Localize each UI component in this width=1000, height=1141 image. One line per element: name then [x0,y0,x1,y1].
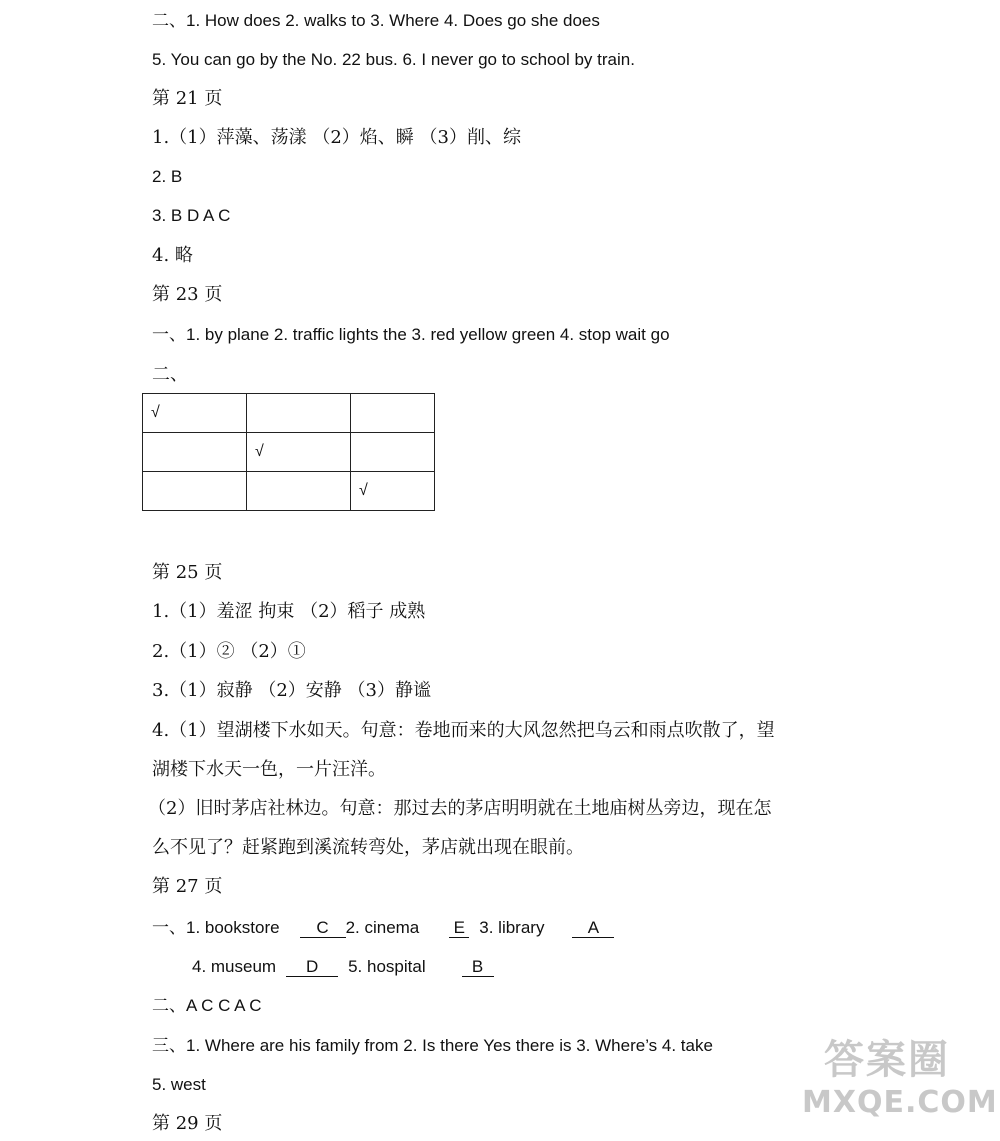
page-heading-21: 第 21 页 [152,88,223,109]
page-heading-29: 第 29 页 [152,1113,223,1134]
matching-item-library: 3. library [479,918,545,937]
table-cell [247,394,351,433]
line-p27-part3-cont: 5. west [152,1075,206,1094]
matching-item-museum: 4. museum [192,957,277,976]
table-row [143,433,435,472]
line-p21-q2: 2. B [152,167,183,186]
line-p21-q4: 4. 略 [152,245,193,266]
table-cell [351,394,435,433]
matching-row-1 [152,917,614,939]
line-p25-q1: 1.（1）羞涩 拘束 （2）稻子 成熟 [152,601,426,622]
page-heading-27: 第 27 页 [152,876,223,897]
matching-item-bookstore: 一、1. bookstore [152,918,280,937]
table-cell [247,472,351,511]
answer-blank: D [286,958,338,977]
table-cell [351,433,435,472]
line-p21-q1: 1.（1）萍藻、荡漾 （2）焰、瞬 （3）削、综 [152,127,521,148]
answer-blank: E [449,919,469,938]
table-cell [143,433,247,472]
line-p21-q3: 3. B D A C [152,206,231,225]
line-p25-q4-c: （2）旧时茅店社林边。句意：那过去的茅店明明就在土地庙树丛旁边，现在怎 [148,798,772,819]
watermark-bottom-text: MXQE.COM [802,1085,998,1120]
watermark-top-text: 答案圈 [824,1037,950,1083]
line-p25-q4-a: 4.（1）望湖楼下水如天。句意：卷地而来的大风忽然把乌云和雨点吹散了，望 [152,720,775,741]
line-p25-q3: 3.（1）寂静 （2）安静 （3）静谧 [152,680,431,701]
answer-blank: A [572,919,614,938]
line-p19-part2-cont: 5. You can go by the No. 22 bus. 6. I never go to school by train. [152,50,635,69]
matching-item-cinema: 2. cinema [345,918,420,937]
page-heading-25: 第 25 页 [152,562,223,583]
line-p23-part1: 一、1. by plane 2. traffic lights the 3. red yellow green 4. stop wait go [152,325,670,344]
line-p27-part3: 三、1. Where are his family from 2. Is there Yes there is 3. Where’s 4. take [152,1036,713,1055]
table-cell: √ [351,472,435,511]
line-p25-q4-b: 湖楼下水天一色，一片汪洋。 [152,759,386,780]
watermark-logo [802,1035,998,1135]
line-p23-part2-label: 二、 [152,364,188,385]
table-row [143,394,435,433]
answer-blank: C [300,919,346,938]
matching-row-2 [192,956,494,978]
page-heading-23: 第 23 页 [152,284,223,305]
check-table [142,393,435,511]
matching-item-hospital: 5. hospital [348,957,426,976]
table-cell: √ [247,433,351,472]
table-cell [143,472,247,511]
line-p27-part2: 二、A C C A C [152,996,262,1015]
table-cell: √ [143,394,247,433]
line-p25-q2: 2.（1）② （2）① [152,641,306,662]
line-p25-q4-d: 么不见了？赶紧跑到溪流转弯处，茅店就出现在眼前。 [152,837,584,858]
answer-blank: B [462,958,494,977]
line-p19-part2: 二、1. How does 2. walks to 3. Where 4. Does go she does [152,11,600,30]
table-row [143,472,435,511]
